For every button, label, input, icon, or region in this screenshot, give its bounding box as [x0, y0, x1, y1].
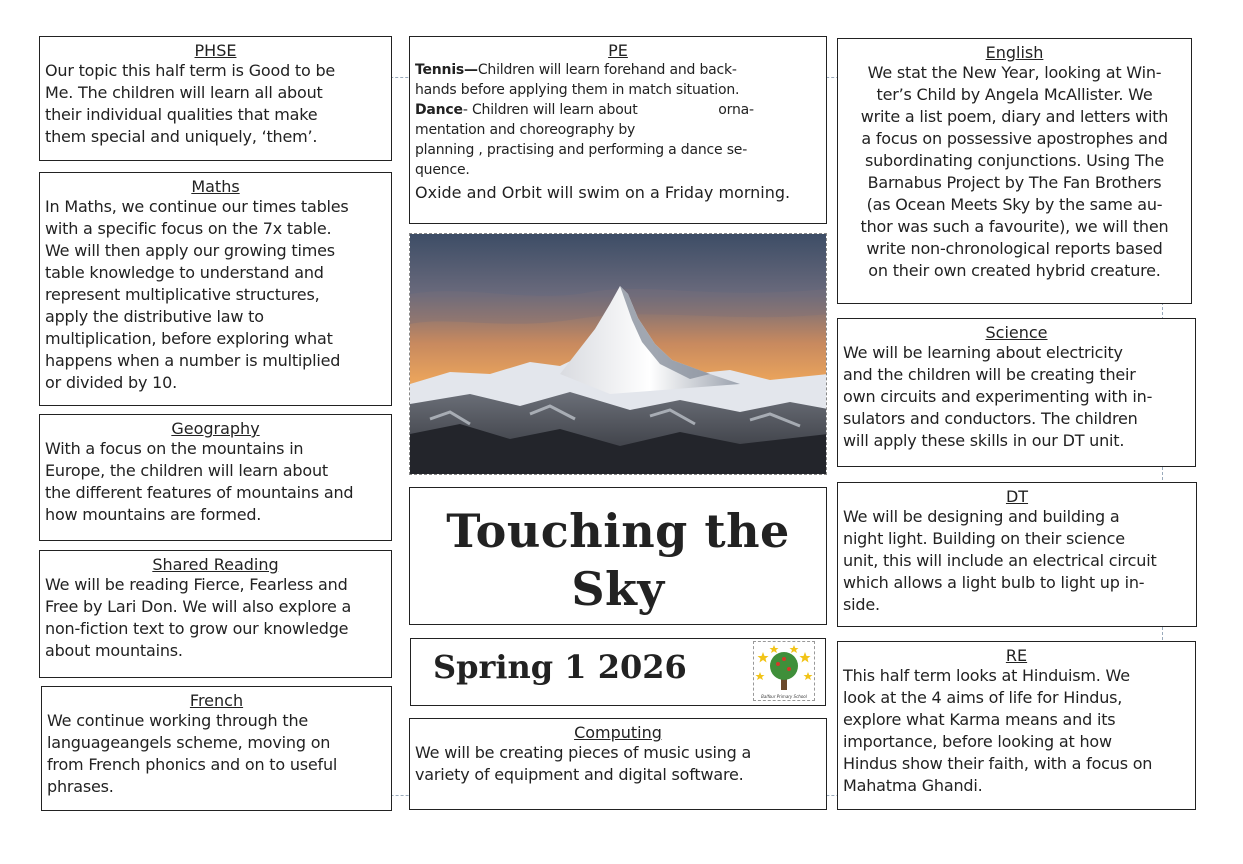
computing-text: We will be creating pieces of music using a variety of equipment and digital software. [415, 743, 752, 784]
geography-text: With a focus on the mountains in Europe, the children will learn about the different features of mountains and how mountains are formed. [45, 439, 354, 524]
re-text: This half term looks at Hinduism. We look at the 4 aims of life for Hindus, explore what Karma means and its importance, before looking at how Hindus show their faith, with a focus on Mahatma Ghandi. [843, 666, 1153, 795]
french-panel [41, 686, 392, 811]
maths-text: In Maths, we continue our times tables with a specific focus on the 7x table. We will then apply our growing times table knowledge to understand and represent multiplicative structures, apply the distributive law to multiplication, before exploring what happens when a number is multiplied or divided by 10. [45, 197, 349, 392]
pe-swim-text: Oxide and Orbit will swim on a Friday morning. [415, 183, 791, 202]
english-panel [837, 38, 1192, 304]
topic-title: Touching the Sky [446, 504, 790, 616]
maths-panel [39, 172, 392, 406]
shared-reading-text: We will be reading Fierce, Fearless and Free by Lari Don. We will also explore a non-fiction text to grow our knowledge about mountains. [45, 575, 352, 660]
english-title: English [985, 43, 1044, 62]
shared-reading-title: Shared Reading [152, 555, 279, 574]
school-logo-text: Balfour Primary School [761, 694, 807, 699]
english-text: We stat the New Year, looking at Win- ter’s Child by Angela McAllister. We write a list poem, diary and letters with a focus on possessive apostrophes and subordinating conjunctions. Using The Barnabus Project by The Fan Brothers (as Ocean Meets Sky by the same au- thor was such a favourite), we will then write non-chronological reports based on their own created hybrid creature. [860, 63, 1169, 280]
science-panel [837, 318, 1196, 467]
geography-title: Geography [171, 419, 260, 438]
dt-panel [837, 482, 1197, 627]
school-logo [753, 641, 815, 701]
phse-title: PHSE [194, 41, 237, 60]
dt-title: DT [1005, 487, 1029, 506]
pe-dance-text: Dance- Children will learn about orna- mentation and choreography by planning , practising and performing a dance se- quence. [415, 102, 754, 178]
science-title: Science [985, 323, 1048, 342]
shared-reading-panel [39, 550, 392, 678]
term-panel [410, 638, 826, 706]
term-label: Spring 1 2026 [433, 648, 687, 686]
pe-panel [409, 36, 827, 224]
pe-title: PE [608, 41, 628, 60]
dt-text: We will be designing and building a night light. Building on their science unit, this will include an electrical circuit which allows a light bulb to light up in- side. [843, 507, 1157, 614]
french-text: We continue working through the languageangels scheme, moving on from French phonics and on to useful phrases. [47, 711, 338, 796]
mountain-photo [409, 233, 827, 475]
pe-dance-label: Dance [415, 102, 463, 118]
re-panel [837, 641, 1196, 810]
maths-title: Maths [191, 177, 240, 196]
re-title: RE [1005, 646, 1028, 665]
french-title: French [189, 691, 244, 710]
geography-panel [39, 414, 392, 541]
phse-panel [39, 36, 392, 161]
pe-tennis-label: Tennis— [415, 62, 478, 78]
topic-title-panel [409, 487, 827, 625]
computing-panel [409, 718, 827, 810]
science-text: We will be learning about electricity and the children will be creating their own circuits and experimenting with in- sulators and conductors. The children will apply these skills in our DT unit. [843, 343, 1153, 450]
pe-tennis-text: Tennis—Children will learn forehand and back- hands before applying them in match situation. [415, 62, 740, 98]
phse-text: Our topic this half term is Good to be Me. The children will learn all about their individual qualities that make them special and uniquely, ‘them’. [45, 61, 336, 146]
computing-title: Computing [574, 723, 662, 742]
